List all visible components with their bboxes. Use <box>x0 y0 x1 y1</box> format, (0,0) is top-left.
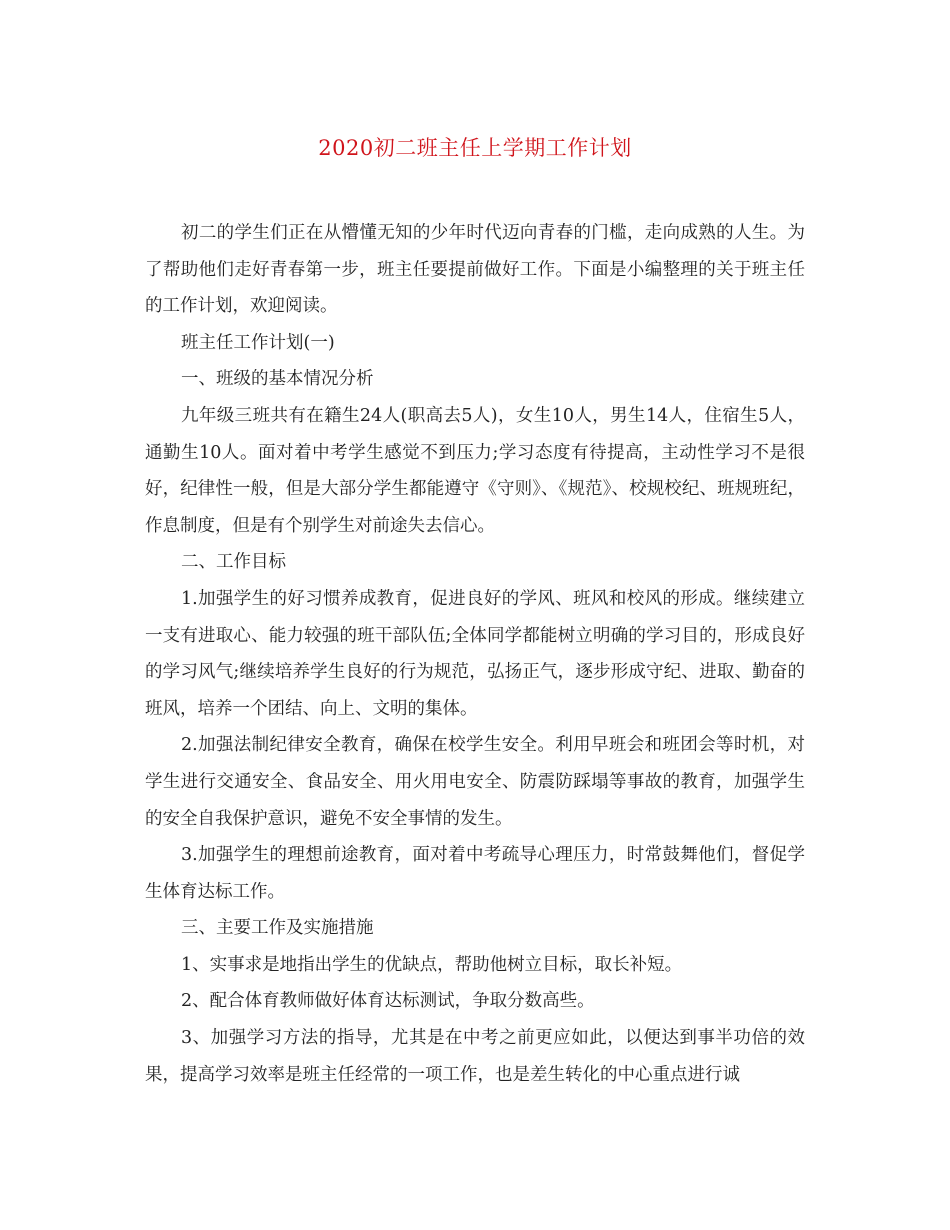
section-heading-goals: 二、工作目标 <box>181 552 286 573</box>
measure-item-3: 3、加强学习方法的指导，尤其是在中考之前更应如此，以便达到事半功倍的效果，提高学习效率是班主任经常的一项工作，也是差生转化的中心重点进行诚 <box>145 1028 805 1085</box>
goal-item-2: 2.加强法制纪律安全教育，确保在校学生安全。利用早班会和班团会等时机，对学生进行交通安全、食品安全、用火用电安全、防震防踩塌等事故的教育，加强学生的安全自我保护意识，避免不安全事情的发生。 <box>145 735 805 829</box>
plan-heading: 班主任工作计划(一) <box>181 332 335 353</box>
section-heading-class-analysis: 一、班级的基本情况分析 <box>181 369 374 390</box>
class-analysis-paragraph: 九年级三班共有在籍生24人(职高去5人)，女生10人，男生14人，住宿生5人，通勤生10人。面对着中考学生感觉不到压力;学习态度有待提高，主动性学习不是很好，纪律性一般，但是大部分学生都能遵守《守则》、《规范》、校规校纪、班规班纪，作息制度，但是有个别学生对前途失去信心。 <box>145 405 805 536</box>
measure-item-1: 1、实事求是地指出学生的优缺点，帮助他树立目标，取长补短。 <box>181 954 683 975</box>
goal-item-1: 1.加强学生的好习惯养成教育，促进良好的学风、班风和校风的形成。继续建立一支有进取心、能力较强的班干部队伍;全体同学都能树立明确的学习目的，形成良好的学习风气;继续培养学生良好的行为规范，弘扬正气，逐步形成守纪、进取、勤奋的班风，培养一个团结、向上、文明的集体。 <box>145 588 805 719</box>
intro-paragraph: 初二的学生们正在从懵懂无知的少年时代迈向青春的门槛，走向成熟的人生。为了帮助他们走好青春第一步，班主任要提前做好工作。下面是小编整理的关于班主任的工作计划，欢迎阅读。 <box>145 223 805 317</box>
measure-item-2: 2、配合体育教师做好体育达标测试，争取分数高些。 <box>181 991 595 1012</box>
section-heading-measures: 三、主要工作及实施措施 <box>181 918 374 939</box>
goal-item-3: 3.加强学生的理想前途教育，面对着中考疏导心理压力，时常鼓舞他们，督促学生体育达标工作。 <box>145 845 805 902</box>
document-title: 2020初二班主任上学期工作计划 <box>318 136 632 160</box>
document-body <box>145 215 805 1093</box>
